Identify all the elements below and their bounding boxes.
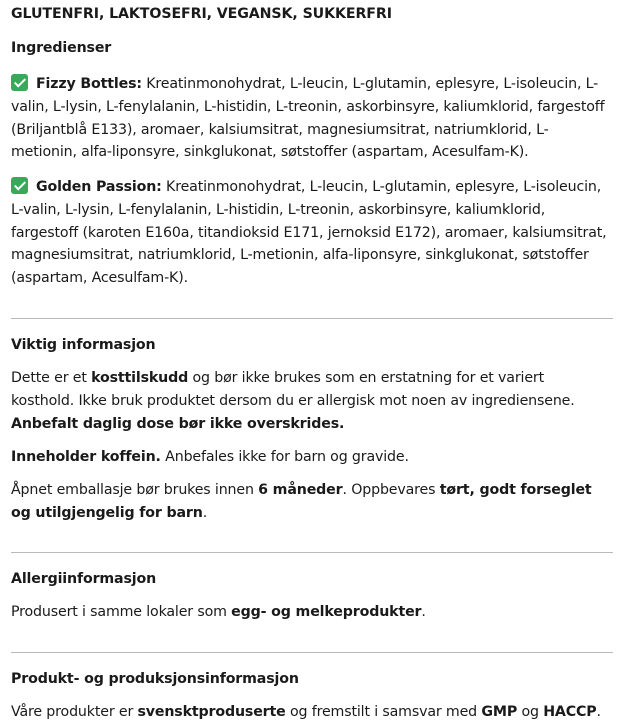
allergy-info-heading: Allergiinformasjon <box>11 571 157 587</box>
text-segment: Dette er et <box>11 370 92 386</box>
text-segment: og fremstilt i samsvar med <box>285 704 482 720</box>
text-segment: . <box>202 504 208 521</box>
text-bold: HACCP <box>543 704 597 720</box>
diet-tags: GLUTENFRI, LAKTOSEFRI, VEGANSK, SUKKERFRI <box>11 6 392 22</box>
text-segment: Anbefales ikke for barn og gravide. <box>160 449 409 465</box>
text-segment: . <box>421 604 426 620</box>
text-segment: Åpnet emballasje bør brukes innen <box>11 482 259 498</box>
allergy-notice <box>11 601 609 624</box>
ingredient-list: Kreatinmonohydrat, L-leucin, L-glutamin, eplesyre, L-isoleucin, L-valin, L-lysin, L-fenylalanin, L-histidin, L-treonin, askorbinsyre, kaliumklorid, fargestoff (karoten E160a, titandioksid E171, jernoksid E172), aromaer, kalsiumsitrat, magnesiumsitrat, natriumklorid, L-metionin, alfa-liponsyre, sinkglukonat, søtstoffer (aspartam, Acesulfam-K). <box>11 179 607 287</box>
text-bold: tørt, godt forseglet og utilgjengelig for barn <box>11 482 592 521</box>
text-segment: . <box>596 704 601 720</box>
production-info-heading: Produkt- og produksjonsinformasjon <box>11 671 299 687</box>
text-segment: . Oppbevares <box>342 482 440 498</box>
check-mark-icon <box>11 177 28 194</box>
caffeine-notice <box>11 446 609 469</box>
text-segment: og <box>517 704 544 720</box>
check-mark-icon <box>11 74 28 91</box>
text-bold: Inneholder koffein. <box>11 449 161 465</box>
section-divider <box>11 652 613 653</box>
section-divider <box>11 552 613 553</box>
ingredients-heading: Ingredienser <box>11 40 112 56</box>
text-segment: Produsert i samme lokaler som <box>11 604 232 620</box>
supplement-notice <box>11 367 609 435</box>
ingredient-item-golden-passion <box>11 176 609 290</box>
text-bold: GMP <box>481 704 518 720</box>
ingredient-item-fizzy-bottles <box>11 73 609 164</box>
section-divider <box>11 318 613 319</box>
production-notice <box>11 701 609 724</box>
important-info-heading: Viktig informasjon <box>11 337 156 353</box>
text-segment: Våre produkter er <box>11 704 138 720</box>
text-segment: og bør ikke brukes som en erstatning for et variert kosthold. Ikke bruk produktet dersom du er allergisk mot noen av ingrediensene. <box>11 370 575 409</box>
text-bold: 6 måneder <box>258 482 343 498</box>
ingredient-name: Fizzy Bottles: <box>36 76 142 92</box>
text-bold: egg- og melkeprodukter <box>231 604 422 620</box>
text-bold: Anbefalt daglig dose bør ikke overskrides. <box>11 415 345 432</box>
text-bold: svensktproduserte <box>137 704 286 720</box>
text-bold: kosttilskudd <box>91 370 189 386</box>
storage-notice <box>11 479 609 525</box>
ingredient-name: Golden Passion: <box>36 179 162 195</box>
ingredient-list: Kreatinmonohydrat, L-leucin, L-glutamin, eplesyre, L-isoleucin, L-valin, L-lysin, L-fenylalanin, L-histidin, L-treonin, askorbinsyre, kaliumklorid, fargestoff (Briljantblå E133), aromaer, kalsiumsitrat, magnesiumsitrat, natriumklorid, L-metionin, alfa-liponsyre, sinkglukonat, søtstoffer (aspartam, Acesulfam-K). <box>11 76 605 161</box>
